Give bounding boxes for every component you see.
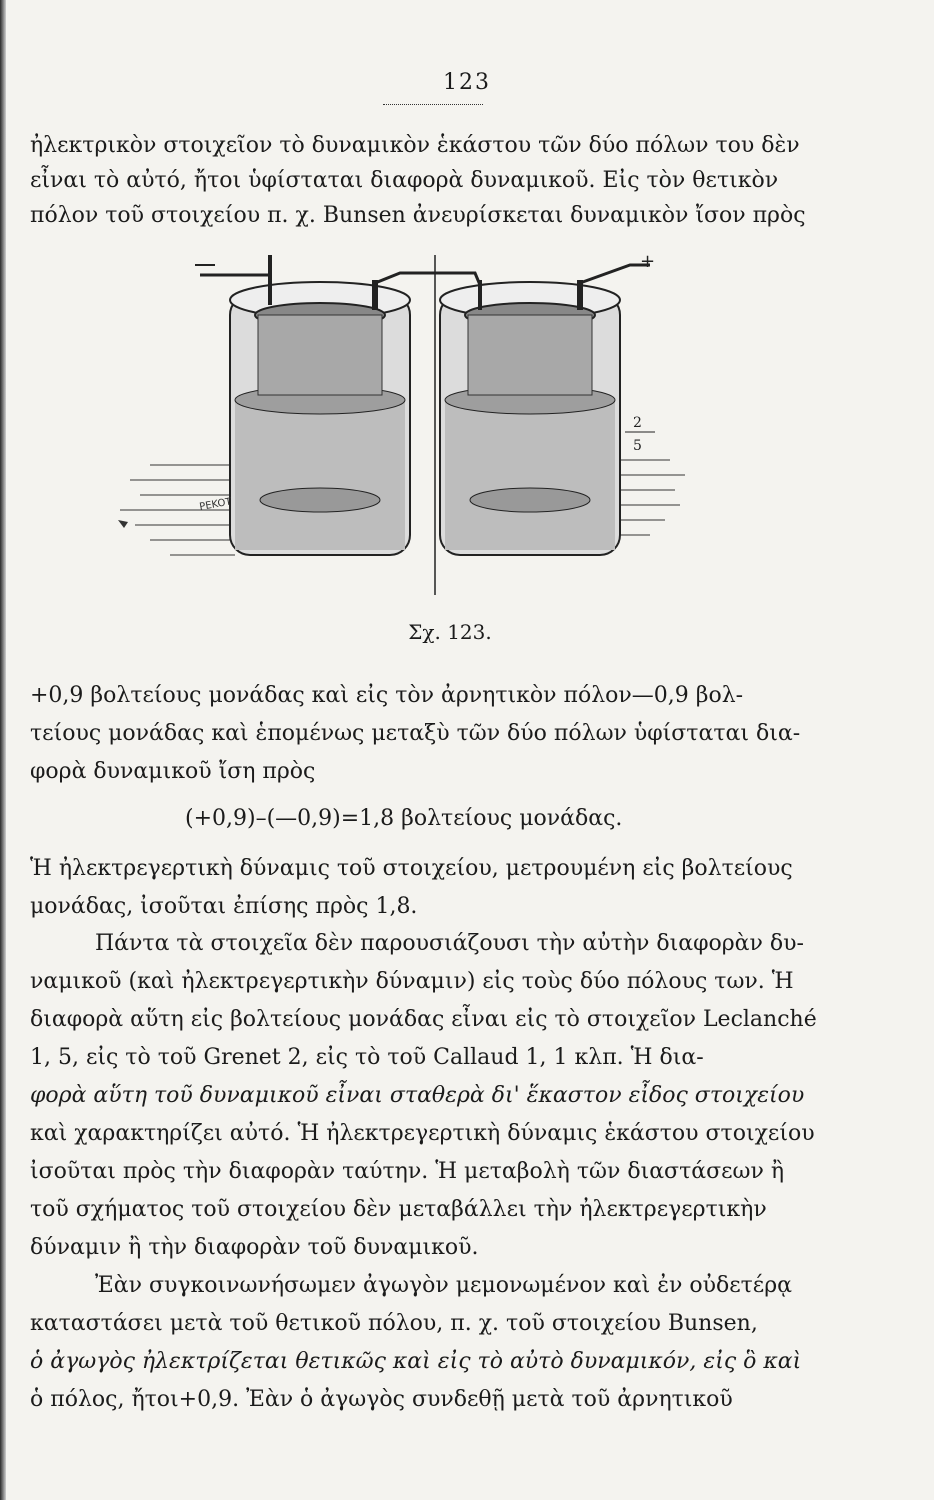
page-number: 123	[443, 70, 491, 95]
right-cell	[440, 280, 620, 555]
plus-terminal-label: +	[640, 255, 656, 272]
page-binding-edge	[0, 0, 6, 1500]
text-line: ὁ ἀγωγὸς ἠλεκτρίζεται θετικῶς καὶ εἰς τὸ αὐτὸ δυναμικόν, εἰς ὃ καὶ	[30, 1349, 802, 1374]
text-line: ἰσοῦται πρὸς τὴν διαφορὰν ταύτην. Ἡ μεταβολὴ τῶν διαστάσεων ἢ	[30, 1159, 785, 1184]
scale-denominator: 5	[633, 438, 642, 454]
battery-illustration	[110, 255, 690, 600]
print-mark	[118, 520, 128, 528]
left-cell	[230, 255, 410, 555]
text-line: καὶ χαρακτηρίζει αὐτό. Ἡ ἠλεκτρεγερτικὴ δύναμις ἑκάστου στοιχείου	[30, 1121, 815, 1146]
text-line: τείους μονάδας καὶ ἑπομένως μεταξὺ τῶν δύο πόλων ὑφίσταται δια-	[30, 721, 801, 746]
text-line: εἶναι τὸ αὐτό, ἤτοι ὑφίσταται διαφορὰ δυναμικοῦ. Εἰς τὸν θετικὸν	[30, 168, 779, 193]
text-line: δύναμιν ἢ τὴν διαφορὰν τοῦ δυναμικοῦ.	[30, 1235, 479, 1260]
figure-caption: Σχ. 123.	[408, 620, 492, 644]
equation: (+0,9)–(—0,9)=1,8 βολτείους μονάδας.	[185, 806, 623, 831]
text-line: ναμικοῦ (καὶ ἠλεκτρεγερτικὴν δύναμιν) εἰς τοὺς δύο πόλους των. Ἡ	[30, 969, 794, 994]
text-line: +0,9 βολτείους μονάδας καὶ εἰς τὸν ἀρνητικὸν πόλον—0,9 βολ-	[30, 683, 744, 708]
text-line: φορὰ αὕτη τοῦ δυναμικοῦ εἶναι σταθερὰ δι' ἕκαστον εἶδος στοιχείου	[30, 1083, 805, 1108]
text-line: ἠλεκτρικὸν στοιχεῖον τὸ δυναμικὸν ἑκάστου τῶν δύο πόλων του δὲν	[30, 133, 800, 158]
text-line: 1, 5, εἰς τὸ τοῦ Grenet 2, εἰς τὸ τοῦ Callaud 1, 1 κλπ. Ἡ δια-	[30, 1045, 704, 1070]
engraver-signature: PEKOT	[198, 496, 233, 513]
text-line: ὁ πόλος, ἤτοι+0,9. Ἐὰν ὁ ἀγωγὸς συνδεθῇ μετὰ τοῦ ἀρνητικοῦ	[30, 1387, 733, 1412]
text-line: φορὰ δυναμικοῦ ἴση πρὸς	[30, 759, 316, 784]
text-line: διαφορὰ αὕτη εἰς βολτείους μονάδας εἶναι εἰς τὸ στοιχεῖον Leclanché	[30, 1007, 817, 1032]
text-line: τοῦ σχήματος τοῦ στοιχείου δὲν μεταβάλλει τὴν ἠλεκτρεγερτικὴν	[30, 1197, 767, 1222]
text-line: Ἡ ἠλεκτρεγερτικὴ δύναμις τοῦ στοιχείου, μετρουμένη εἰς βολτείους	[30, 856, 793, 881]
text-line: πόλον τοῦ στοιχείου π. χ. Bunsen ἀνευρίσκεται δυναμικὸν ἴσον πρὸς	[30, 203, 806, 228]
page-number-rule	[383, 104, 483, 105]
text-line: Ἐὰν συγκοινωνήσωμεν ἀγωγὸν μεμονωμένον καὶ ἐν οὐδετέρᾳ	[95, 1273, 792, 1298]
text-line: καταστάσει μετὰ τοῦ θετικοῦ πόλου, π. χ. τοῦ στοιχείου Bunsen,	[30, 1311, 758, 1336]
text-line: Πάντα τὰ στοιχεῖα δὲν παρουσιάζουσι τὴν αὐτὴν διαφορὰν δυ-	[95, 931, 804, 956]
scale-numerator: 2	[633, 415, 642, 431]
bunsen-cells-engraving	[110, 255, 690, 600]
text-line: μονάδας, ἰσοῦται ἐπίσης πρὸς 1,8.	[30, 894, 418, 919]
